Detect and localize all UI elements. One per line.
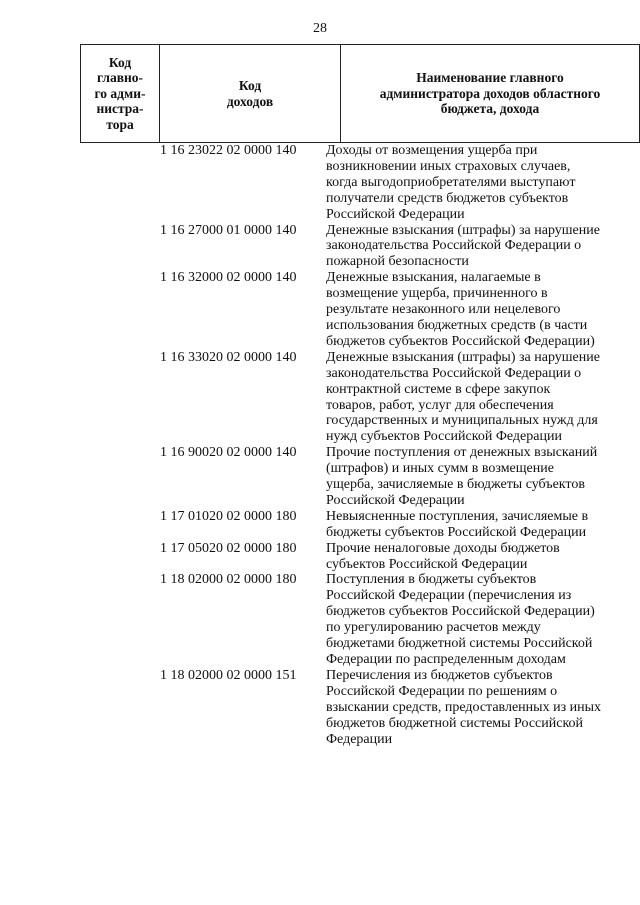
page-number: 28 xyxy=(313,21,327,36)
income-code-cell: 1 17 01020 02 0000 180 xyxy=(160,508,297,524)
admin-code-cell xyxy=(80,668,160,748)
table-row xyxy=(80,223,612,271)
admin-code-cell xyxy=(80,223,160,271)
table-row xyxy=(80,572,612,667)
table-row xyxy=(80,350,612,445)
admin-code-cell xyxy=(80,350,160,445)
admin-code-cell xyxy=(80,572,160,667)
admin-code-cell xyxy=(80,270,160,350)
income-code-cell: 1 16 32000 02 0000 140 xyxy=(160,270,297,286)
income-name-cell: Денежные взыскания (штрафы) за нарушение законодательства Российской Федерации о пожарной безопасности xyxy=(326,222,600,270)
income-code-cell: 1 16 23022 02 0000 140 xyxy=(160,143,297,158)
income-code-cell: 1 16 33020 02 0000 140 xyxy=(160,349,297,365)
income-code-cell: 1 16 27000 01 0000 140 xyxy=(160,222,297,238)
income-name-cell: Доходы от возмещения ущерба при возникновении иных страховых случаев, когда выгодоприобретателями выступают получатели средств бюджетов субъектов Российской Федерации xyxy=(326,143,576,222)
header-income-code: Код доходов xyxy=(160,45,341,143)
income-code-cell: 1 18 02000 02 0000 151 xyxy=(160,667,297,683)
table-row xyxy=(80,541,612,573)
income-name-cell: Невыясненные поступления, зачисляемые в бюджеты субъектов Российской Федерации xyxy=(326,508,589,540)
income-name-cell: Денежные взыскания (штрафы) за нарушение законодательства Российской Федерации о контрактной системе в сфере закупок товаров, работ, услуг для обеспечения государственных и муниципальных нужд для нужд субъектов Российской Федерации xyxy=(326,349,600,445)
table-row xyxy=(80,270,612,350)
income-name-cell: Прочие неналоговые доходы бюджетов субъектов Российской Федерации xyxy=(326,540,560,572)
admin-code-cell xyxy=(80,509,160,541)
table-row xyxy=(80,509,612,541)
income-code-cell: 1 16 90020 02 0000 140 xyxy=(160,445,297,461)
table-header xyxy=(80,44,640,143)
table-row xyxy=(80,143,612,223)
table-body xyxy=(80,143,612,747)
header-name: Наименование главного администратора доходов областного бюджета, дохода xyxy=(341,45,640,143)
header-admin-code: Код главно- го адми- нистра- тора xyxy=(81,45,160,143)
income-name-cell: Поступления в бюджеты субъектов Российской Федерации (перечисления из бюджетов субъектов Российской Федерации) по урегулированию расчетов между бюджетами бюджетной системы Российской Федерации по распределенным доходам xyxy=(326,572,595,667)
income-code-cell: 1 17 05020 02 0000 180 xyxy=(160,540,297,556)
table-row xyxy=(80,668,612,748)
admin-code-cell xyxy=(80,143,160,223)
income-code-cell: 1 18 02000 02 0000 180 xyxy=(160,572,297,588)
income-name-cell: Перечисления из бюджетов субъектов Российской Федерации по решениям о взыскании средств, предоставленных из иных бюджетов бюджетной системы Российской Федерации xyxy=(326,667,601,747)
income-name-cell: Прочие поступления от денежных взысканий (штрафов) и иных сумм в возмещение ущерба, зачисляемые в бюджеты субъектов Российской Федерации xyxy=(326,445,598,508)
admin-code-cell xyxy=(80,541,160,573)
income-name-cell: Денежные взыскания, налагаемые в возмещение ущерба, причиненного в результате незаконного или нецелевого использования бюджетных средств (в части бюджетов субъектов Российской Федерации) xyxy=(326,270,595,349)
admin-code-cell xyxy=(80,445,160,509)
table-row xyxy=(80,445,612,509)
